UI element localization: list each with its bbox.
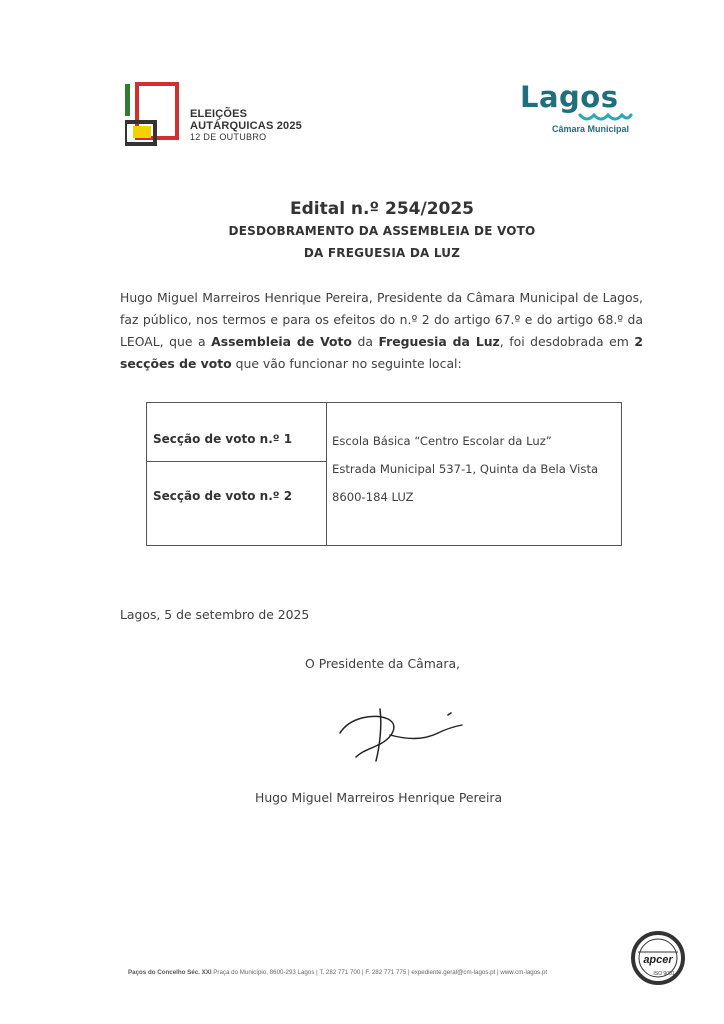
footer-bold: Paços do Concelho Séc. XXI: [128, 969, 212, 976]
elections-logo-mark: [125, 82, 191, 148]
municipal-logo: [518, 80, 633, 140]
document-date: Lagos, 5 de setembro de 2025: [120, 607, 310, 622]
elections-logo-text: [190, 108, 302, 143]
body-paragraph: [120, 287, 643, 375]
paragraph-bold-2: Freguesia da Luz: [378, 334, 500, 349]
section-2-label: Secção de voto n.º 2: [153, 489, 293, 503]
table-row-divider: [147, 461, 327, 462]
elections-logo-line1: ELEIÇÕES: [190, 108, 248, 120]
elections-logo-line3: 12 DE OUTUBRO: [190, 132, 267, 142]
apcer-certification-icon: [630, 930, 686, 986]
document-subtitle-line1: DESDOBRAMENTO DA ASSEMBLEIA DE VOTO: [228, 224, 536, 238]
footer-text: Praça do Município, 8600-293 Lagos | T. 282 771 700 | F. 282 771 775 | expediente.geral@cm-lagos.pt | www.cm-lagos.pt: [211, 969, 548, 976]
paragraph-bold-1: Assembleia de Voto: [211, 334, 352, 349]
waves-icon: [578, 111, 633, 123]
municipal-logo-subtitle: Câmara Municipal: [552, 124, 630, 134]
location-line3: 8600-184 LUZ: [332, 490, 414, 504]
apcer-standard: ISO 9001: [653, 971, 675, 977]
section-1-label: Secção de voto n.º 1: [153, 432, 293, 446]
signoff-role: O Presidente da Câmara,: [305, 656, 460, 671]
location-line1: Escola Básica “Centro Escolar da Luz”: [332, 434, 552, 448]
paragraph-text-1: Hugo Miguel Marreiros Henrique Pereira, Presidente da Câmara Municipal de Lagos, faz público, nos termos e para os efeitos do n.º 2 do artigo 67.º e do artigo 68.º da LEOAL, que a: [120, 290, 643, 349]
location-line2: Estrada Municipal 537-1, Quinta da Bela Vista: [332, 462, 599, 476]
signer-name: Hugo Miguel Marreiros Henrique Pereira: [255, 790, 503, 805]
municipal-logo-name: Lagos: [520, 80, 619, 114]
signature: [330, 695, 470, 765]
apcer-brand: apcer: [643, 954, 673, 966]
paragraph-text-3: , foi desdobrada em: [499, 334, 635, 349]
elections-logo-line2: AUTÁRQUICAS 2025: [190, 120, 303, 132]
table-column-divider: [326, 403, 327, 545]
footer: [128, 969, 547, 976]
paragraph-text-4: que vão funcionar no seguinte local:: [231, 356, 462, 371]
voting-sections-table: [146, 402, 622, 546]
paragraph-bold-3: 2 secções de voto: [120, 334, 643, 371]
document-title: Edital n.º 254/2025: [289, 199, 475, 219]
document-subtitle-line2: DA FREGUESIA DA LUZ: [303, 246, 461, 260]
paragraph-text-2: da: [351, 334, 379, 349]
